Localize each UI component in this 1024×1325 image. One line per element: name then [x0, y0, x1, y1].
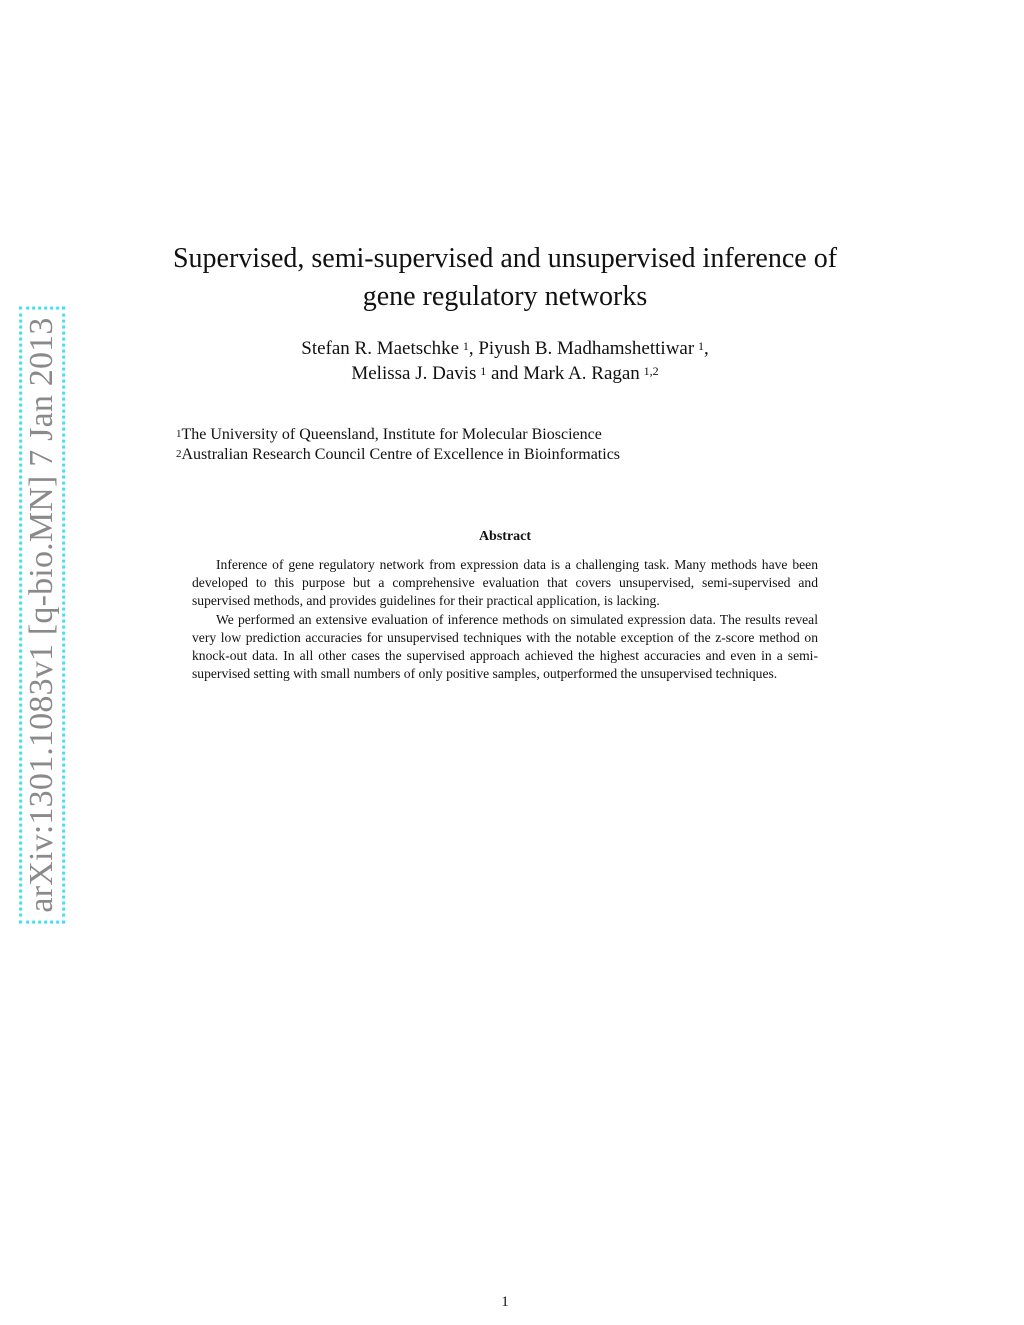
- author-affiliation-mark: 1: [698, 339, 704, 353]
- affiliation-item: [176, 425, 620, 445]
- affiliation-mark: 2: [176, 448, 182, 460]
- author-separator: ,: [468, 338, 479, 359]
- arxiv-identifier-stamp[interactable]: arXiv:1301.1083v1 [q-bio.MN] 7 Jan 2013: [19, 306, 65, 923]
- paper-title: [150, 240, 860, 316]
- abstract-body: [192, 556, 818, 683]
- author-name: Melissa J. Davis: [351, 363, 477, 384]
- affiliation-item: [176, 445, 620, 465]
- abstract-paragraph: Inference of gene regulatory network from expression data is a challenging task. Many methods have been developed to this purpose but a comprehensive evaluation that covers unsupervised, semi-supervised and supervised methods, and provides guidelines for their practical application, is lacking.: [192, 557, 818, 609]
- author-name: Mark A. Ragan: [523, 363, 640, 384]
- title-line-1: Supervised, semi-supervised and unsupervised inference of: [172, 243, 838, 274]
- author-affiliation-mark: 1,2: [643, 364, 659, 378]
- abstract-paragraph: We performed an extensive evaluation of inference methods on simulated expression data. The results reveal very low prediction accuracies for unsupervised techniques with the notable exception of the z-score method on knock-out data. In all other cases the supervised approach achieved the highest accuracies and even in a semi-supervised setting with small numbers of only positive samples, outperformed the unsupervised techniques.: [192, 611, 818, 682]
- author-name: Stefan R. Maetschke: [301, 338, 460, 359]
- page-number: 1: [501, 1294, 509, 1310]
- author-affiliation-mark: 1: [480, 364, 487, 378]
- author-name: Piyush B. Madhamshettiwar: [478, 338, 695, 359]
- affiliation-text: Australian Research Council Centre of Excellence in Bioinformatics: [181, 446, 621, 463]
- author-list: [200, 336, 810, 386]
- affiliation-mark: 1: [176, 428, 182, 440]
- abstract-heading: Abstract: [478, 529, 532, 544]
- author-line-1: [200, 336, 810, 361]
- author-separator: ,: [704, 338, 709, 359]
- author-line-2: [200, 361, 810, 386]
- author-separator: and: [486, 363, 524, 384]
- affiliation-list: [176, 425, 620, 465]
- title-line-2: gene regulatory networks: [362, 281, 648, 312]
- author-affiliation-mark: 1: [462, 339, 469, 353]
- affiliation-text: The University of Queensland, Institute for Molecular Bioscience: [181, 426, 602, 443]
